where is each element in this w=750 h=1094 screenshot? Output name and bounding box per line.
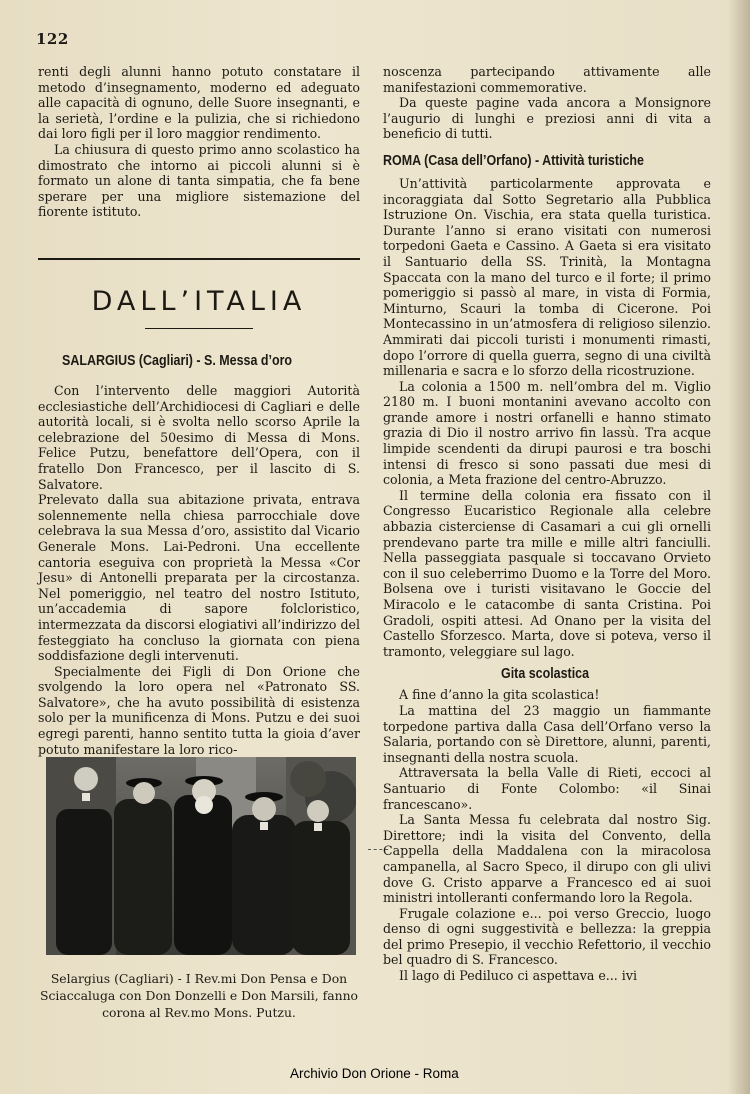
- left-column-top: [38, 64, 360, 220]
- page-edge-shadow: [728, 0, 750, 1094]
- paragraph: Attraversata la bella Valle di Rieti, eccoci al Santuario di Fonte Colombo: «il Sinai francescano».: [383, 765, 711, 812]
- section-divider: [38, 258, 360, 260]
- paragraph: A fine d’anno la gita scolastica!: [399, 687, 600, 703]
- paragraph: Da queste pagine vada ancora a Monsignore l’augurio di lunghi e preziosi anni di vita a beneficio di tutti.: [383, 95, 711, 142]
- group-photo-image: [46, 757, 356, 955]
- paragraph: La colonia a 1500 m. nell’ombra del m. Viglio 2180 m. I buoni montanini avevano accolto con grande amore i nostri orfanelli e hanno stimato grazia di Dio il nostro arrivo fin lassù. Tra acque limpide scendenti da dirupi paurosi e tra boschi intensi di fresco si sono passati due mesi di colonia, a Meta frazione del centro-Abruzzo.: [383, 378, 711, 488]
- article-heading-gita: Gita scolastica: [501, 666, 590, 683]
- article-heading-salargius: SALARGIUS (Cagliari) - S. Messa d’oro: [62, 353, 293, 369]
- right-column: [383, 64, 711, 984]
- paragraph: Un’attività particolarmente approvata e incoraggiata dal Sotto Segretario alla Pubblica Istruzione On. Vischia, era stata quella turistica. Durante l’anno si erano visitati con numerosi torpedoni Gaeta e Cassino. A Gaeta si era visitato il Santuario della SS. Trinità, la Montagna Spaccata con la mano del turco e il forte; il primo pomeriggio si passò al mare, in vista di Formia, Minturno, Scauri la tomba di Cicerone. Poi Montecassino in un’atmosfera di religioso silenzio. Ammirati dai piccoli turisti i monumenti rimasti, dopo l’orrore di quella guerra, segno di una civiltà millenaria e sacra e lo sforzo della ricostruzione.: [383, 175, 711, 379]
- paragraph: Il lago di Pediluco ci aspettava e... ivi: [399, 968, 637, 984]
- section-title: DALL’ITALIA: [91, 286, 307, 317]
- salargius-article: [38, 383, 360, 757]
- paragraph: La chiusura di questo primo anno scolastico ha dimostrato che intorno ai piccoli alunni si è formato un alone di tanta simpatia, che fa bene sperare per una migliore sistemazione del fiorente istituto.: [38, 141, 360, 220]
- article-heading-roma: ROMA (Casa dell’Orfano) - Attività turistiche: [383, 152, 644, 169]
- paragraph: Il termine della colonia era fissato con il Congresso Eucaristico Regionale alla celebre abbazia cisterciense di Casamari a cui gli ornelli prendevano parte tra mille e mille altri fanciulli. Nella passeggiata pasquale si toccavano Orvieto con il suo celeberrimo Duomo e la Torre del Moro. Bolsena ove i turisti visitavano le Goccie del Miracolo e le catacombe di santa Cristina. Poi Gradoli, ospiti attesi. Ad Onano per la visita del Castello Sforzesco. Marta, dove si poteva, verso il tramonto, veleggiare sul lago.: [383, 487, 711, 659]
- paragraph: Specialmente dei Figli di Don Orione che svolgendo la loro opera nel «Patronato SS. Salvatore», che ha avuto possibilità di esistenza solo per la munificenza di Mons. Putzu e dei suoi egregi parenti, hanno sentito tutta la gioia d’aver potuto manifestare la loro rico-: [38, 663, 360, 757]
- paragraph: La Santa Messa fu celebrata dal nostro Sig. Direttore; indi la visita del Convento, della Cappella della Maddalena con la miracolosa campanella, al Sacro Speco, il dirupo con gli ulivi dove G. Cristo apparve a Francesco ed ai suoi ministri intolleranti confermando loro la Regola.: [383, 812, 711, 906]
- archive-footer: Archivio Don Orione - Roma: [290, 1066, 459, 1081]
- paragraph: noscenza partecipando attivamente alle manifestazioni commemorative.: [383, 64, 711, 95]
- photo-caption: Selargius (Cagliari) - I Rev.mi Don Pensa e Don Sciaccaluga con Don Donzelli e Don Marsili, fanno corona al Rev.mo Mons. Putzu.: [39, 971, 359, 1020]
- title-underline: [145, 328, 253, 329]
- paragraph: Frugale colazione e... poi verso Greccio, luogo denso di ogni suggestività e bellezza: la greppia del primo Presepio, il vecchio Refettorio, il vecchio bel quadro di S. Francesco.: [383, 905, 711, 968]
- paragraph: renti degli alunni hanno potuto constatare il metodo d’insegnamento, moderno ed adeguato alle capacità di ognuno, delle Suore insegnanti, e la serietà, l’ordine e la pulizia, che si richiedono dai loro figli per il loro maggior rendimento.: [38, 64, 360, 142]
- paragraph: Prelevato dalla sua abitazione privata, entrava solennemente nella chiesa parrocchiale dove celebrava la sua Messa d’oro, assistito dal Vicario Generale Mons. Lai-Pedroni. Una eccellente cantoria eseguiva con proprietà la Messa «Cor Jesu» di Antonelli preparata per la circostanza. Nel pomeriggio, nel teatro del nostro Istituto, un’accademia di sapore folcloristico, intermezzata da discorsi elogiativi all’indirizzo del festeggiato ha concluso la giornata con piena soddisfazione degli intervenuti.: [38, 492, 360, 664]
- page-number: 122: [36, 30, 69, 48]
- paragraph: La mattina del 23 maggio un fiammante torpedone partiva dalla Casa dell’Orfano verso la Salaria, portando con sè Direttore, alunni, parenti, insegnanti della nostra scuola.: [383, 702, 711, 765]
- margin-mark: [368, 849, 388, 850]
- group-photo: [46, 757, 356, 955]
- paragraph: Con l’intervento delle maggiori Autorità ecclesiastiche dell’Archidiocesi di Cagliari e delle autorità locali, si è svolta nello scorso Aprile la celebrazione del 50esimo di Messa di Mons. Felice Putzu, benefattore dell’Opera, con il fratello Don Francesco, per il lascito di S. Salvatore.: [38, 383, 360, 492]
